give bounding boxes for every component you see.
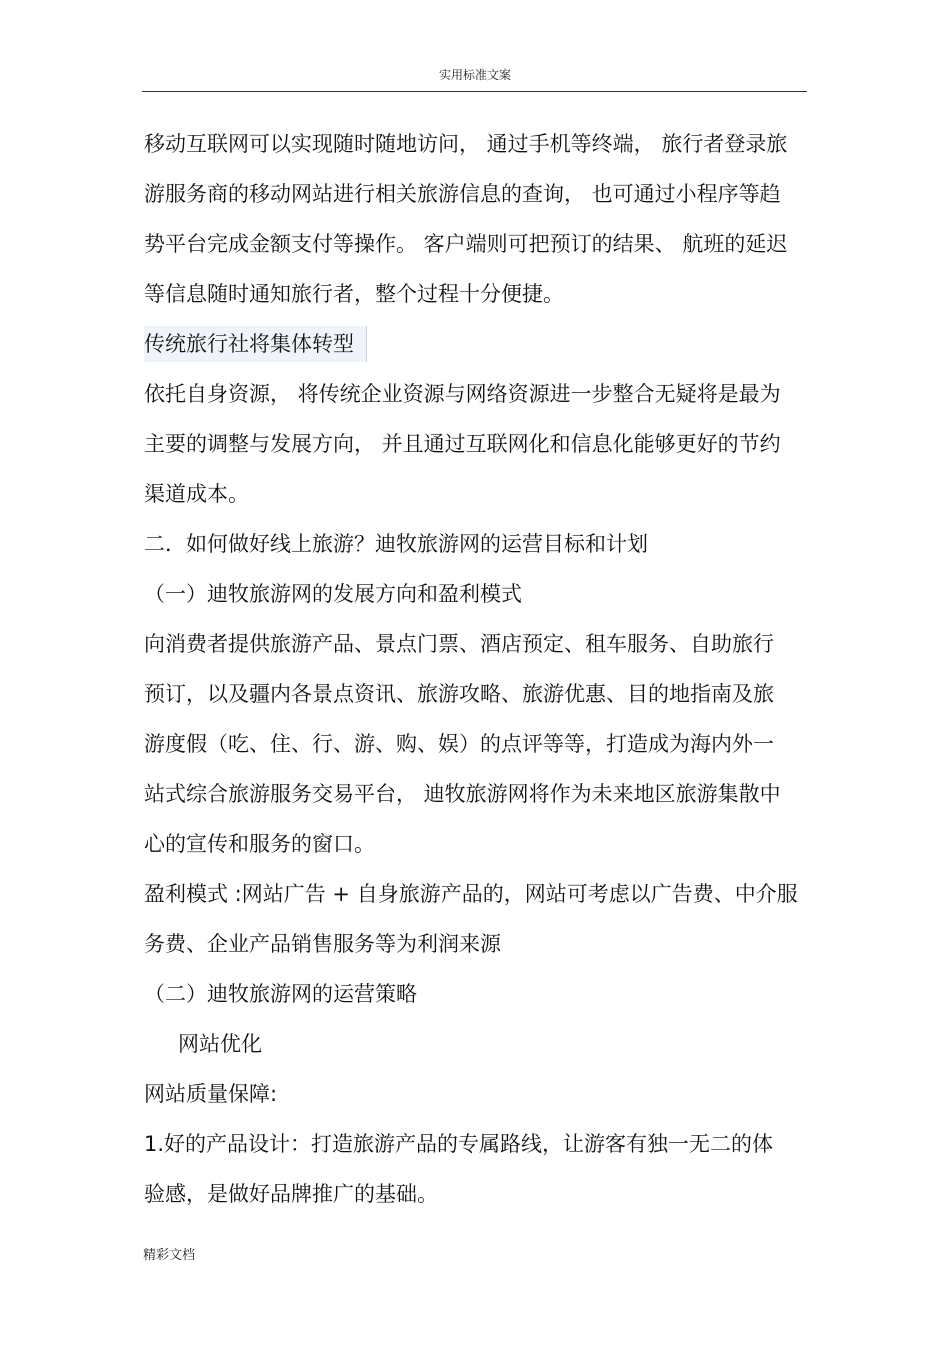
- paragraph-line: 盈利模式 :网站广告 + 自身旅游产品的，网站可考虑以广告费、中介服: [144, 882, 798, 906]
- paragraph-line: 等信息随时通知旅行者，整个过程十分便捷。: [144, 282, 564, 306]
- paragraph-line: 渠道成本。: [144, 482, 249, 506]
- document-body: [144, 119, 814, 1219]
- section-heading-line: [144, 319, 814, 369]
- header-divider: [142, 91, 807, 92]
- paragraph-line: 网站质量保障:: [144, 1082, 278, 1106]
- paragraph-line: 移动互联网可以实现随时随地访问， 通过手机等终端， 旅行者登录旅: [144, 132, 788, 156]
- page-footer-label: 精彩文档: [143, 1248, 196, 1263]
- paragraph-line: 向消费者提供旅游产品、景点门票、酒店预定、租车服务、自助旅行: [144, 632, 774, 656]
- paragraph-line: 站式综合旅游服务交易平台， 迪牧旅游网将作为未来地区旅游集散中: [144, 782, 781, 806]
- page-header-title: 实用标准文案: [438, 68, 511, 82]
- paragraph-line: 游服务商的移动网站进行相关旅游信息的查询， 也可通过小程序等趋: [144, 182, 781, 206]
- paragraph-line: 务费、企业产品销售服务等为利润来源: [144, 932, 501, 956]
- paragraph-line: 依托自身资源， 将传统企业资源与网络资源进一步整合无疑将是最为: [144, 382, 781, 406]
- paragraph-line: 势平台完成金额支付等操作。 客户端则可把预订的结果、 航班的延迟: [144, 232, 788, 256]
- list-item-line: 验感，是做好品牌推广的基础。: [144, 1182, 438, 1206]
- paragraph-line: 心的宣传和服务的窗口。: [144, 832, 375, 856]
- section-heading: 二．如何做好线上旅游？迪牧旅游网的运营目标和计划: [144, 532, 648, 556]
- highlighted-heading: 传统旅行社将集体转型: [144, 326, 367, 362]
- subsection-heading: （一）迪牧旅游网的发展方向和盈利模式: [144, 582, 522, 606]
- paragraph-line: 游度假（吃、住、行、游、购、娱）的点评等等，打造成为海内外一: [144, 732, 774, 756]
- indented-heading: 网站优化: [178, 1032, 262, 1056]
- paragraph-line: 主要的调整与发展方向， 并且通过互联网化和信息化能够更好的节约: [144, 432, 781, 456]
- list-item-line: 1.好的产品设计：打造旅游产品的专属路线，让游客有独一无二的体: [144, 1132, 774, 1156]
- subsection-heading: （二）迪牧旅游网的运营策略: [144, 982, 417, 1006]
- paragraph-line: 预订，以及疆内各景点资讯、旅游攻略、旅游优惠、目的地指南及旅: [144, 682, 774, 706]
